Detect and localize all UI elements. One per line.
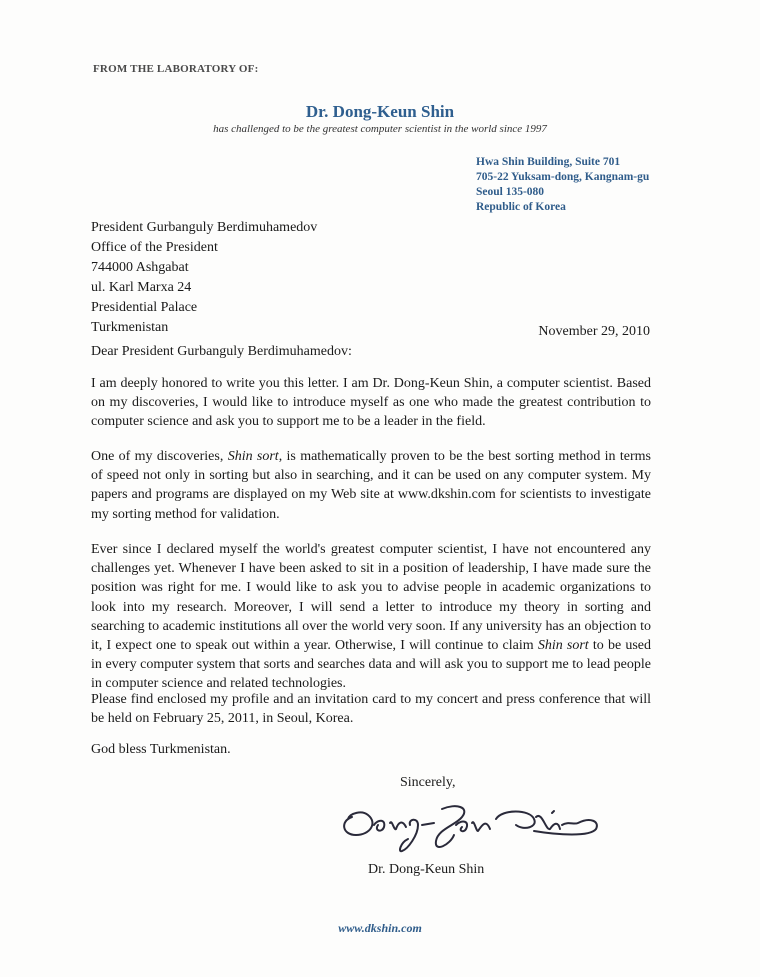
body-paragraph-4: Please find enclosed my profile and an invitation card to my concert and press conference that will be held on February 25, 2011, in Seoul, Korea. (91, 692, 651, 727)
recipient-line: ul. Karl Marxa 24 (91, 280, 192, 295)
letterhead-name: Dr. Dong-Keun Shin (305, 102, 455, 121)
recipient-line: 744000 Ashgabat (91, 260, 189, 275)
shin-sort-term: Shin sort (537, 638, 589, 654)
paragraph-text: Ever since I declared myself the world's greatest computer scientist, I have not encountered any challenges yet. Whenever I have been asked to sit in a position of leadership, I have made sure the position was right for me. I would like to ask you to advise people in academic organizations to look into my research. Moreover, I will send a letter to introduce my theory in sorting and searching to academic institutions all over the world very soon. If any university has an objection to it, I expect one to speak out within a year. Otherwise, I will continue to claim (91, 542, 651, 654)
sender-address-line: Seoul 135-080 (476, 186, 545, 198)
closing: Sincerely, (400, 775, 456, 790)
sender-address-line: 705-22 Yuksam-dong, Kangnam-gu (476, 171, 650, 183)
sender-address-line: Hwa Shin Building, Suite 701 (476, 156, 621, 168)
paragraph-text: , is mathematically proven to be the best sorting method in terms of speed not only in sorting but also in searching, and it can be used on any computer system. My papers and programs are displayed on my Web site at www.dkshin.com for scientists to investigate my sorting method for validation. (91, 449, 651, 522)
letter-date: November 29, 2010 (538, 324, 650, 339)
body-paragraph-3 (91, 540, 651, 694)
body-paragraph-5: God bless Turkmenistan. (91, 742, 231, 757)
sender-address-line: Republic of Korea (476, 201, 566, 213)
recipient-address (91, 218, 317, 338)
body-paragraph-2 (91, 447, 651, 524)
paragraph-text: to be used in every computer system that sorts and searches data and will ask you to support me to lead people in computer science and related technologies. (91, 638, 652, 692)
footer-website: www.dkshin.com (338, 921, 422, 935)
body-paragraph-1: I am deeply honored to write you this letter. I am Dr. Dong-Keun Shin, a computer scientist. Based on my discoveries, I would like to introduce myself as one who made the greatest contribution to computer science and ask you to support me to be a leader in the field. (91, 376, 651, 430)
recipient-line: Turkmenistan (91, 320, 169, 335)
paragraph-text: One of my discoveries, (91, 449, 228, 464)
recipient-line: Office of the President (91, 240, 218, 255)
shin-sort-term: Shin sort (227, 449, 279, 464)
from-laboratory-label: FROM THE LABORATORY OF: (93, 63, 259, 75)
recipient-line: President Gurbanguly Berdimuhamedov (91, 220, 318, 235)
signer-name: Dr. Dong-Keun Shin (368, 862, 485, 877)
salutation: Dear President Gurbanguly Berdimuhamedov: (91, 344, 352, 359)
recipient-line: Presidential Palace (91, 300, 198, 315)
sender-address (476, 155, 649, 215)
handwritten-signature-icon (338, 795, 608, 860)
letterhead-tagline: has challenged to be the greatest computer scientist in the world since 1997 (213, 123, 547, 135)
